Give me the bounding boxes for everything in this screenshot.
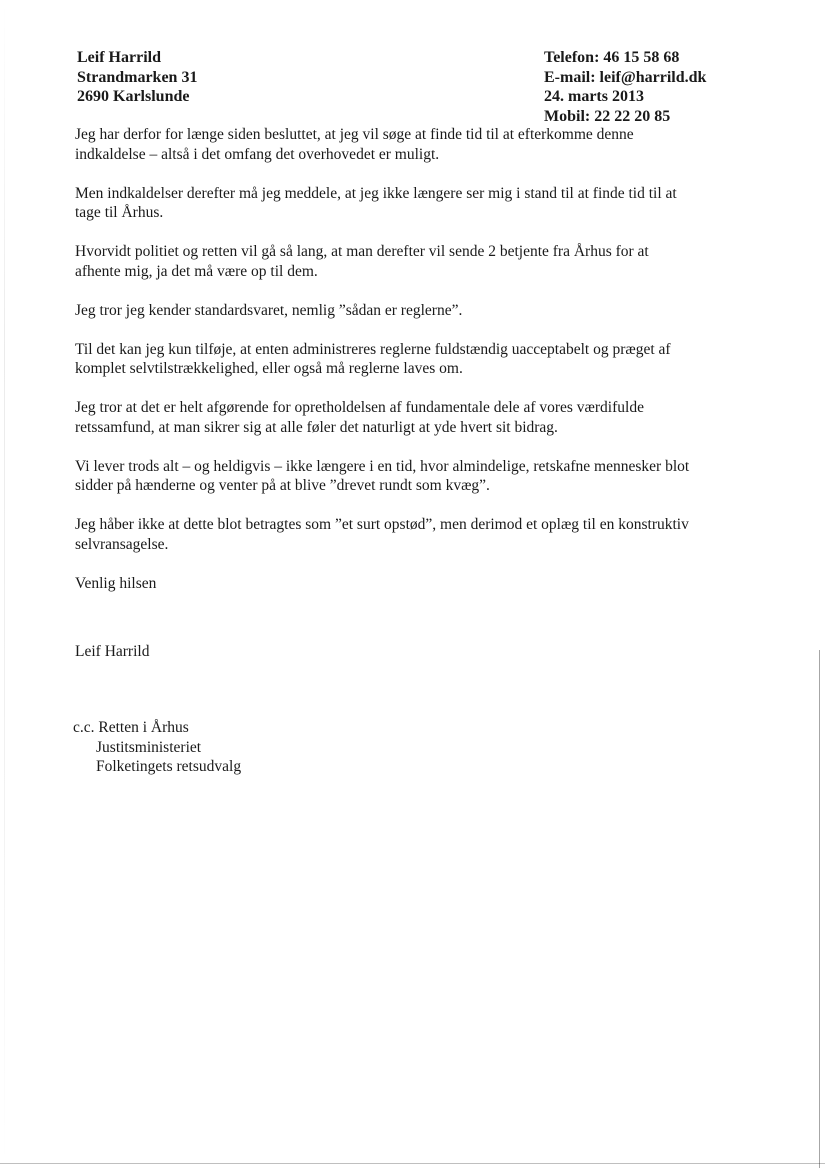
paragraph-line: komplet selvtilstrækkelighed, eller også må reglerne laves om. <box>75 360 463 377</box>
letter-date: 24. marts 2013 <box>544 88 644 105</box>
paragraph-line: Men indkaldelser derefter må jeg meddele, at jeg ikke længere ser mig i stand til at finde tid til at <box>75 184 677 202</box>
sender-contact <box>544 48 706 126</box>
sender-address <box>77 48 197 107</box>
paragraph-line: tage til Århus. <box>75 204 164 221</box>
paragraph-line: Venlig hilsen <box>75 574 157 592</box>
paragraph-line: Jeg tror at det er helt afgørende for opretholdelsen af fundamentale dele af vores værdifulde <box>75 399 644 416</box>
cc-line: c.c. Retten i Århus <box>73 719 189 736</box>
contact-mobile: Mobil: 22 22 20 85 <box>544 107 671 125</box>
cc-block <box>73 718 241 777</box>
body-paragraph <box>75 574 755 594</box>
paragraph-line: Hvorvidt politiet og retten vil gå så lang, at man derefter vil sende 2 betjente fra Århus for at <box>75 243 649 260</box>
paragraph-line: retssamfund, at man sikrer sig at alle føler det naturligt at yde hvert sit bidrag. <box>75 418 558 436</box>
scan-edge-bottom <box>0 1163 825 1164</box>
body-paragraph <box>75 242 755 281</box>
paragraph-line: Jeg håber ikke at dette blot betragtes som ”et surt opstød”, men derimod et oplæg til en konstruktiv <box>75 516 689 533</box>
scan-edge-left <box>4 0 5 1168</box>
paragraph-line: Vi lever trods alt – og heldigvis – ikke længere i en tid, hvor almindelige, retskafne mennesker blot <box>75 457 690 475</box>
scan-edge-right <box>819 650 820 1168</box>
body-paragraph <box>75 398 755 437</box>
cc-line: Folketingets retsudvalg <box>96 758 242 775</box>
body-paragraph <box>75 301 755 321</box>
signature-name: Leif Harrild <box>75 643 150 660</box>
paragraph-line: Til det kan jeg kun tilføje, at enten administreres reglerne fuldstændig uacceptabelt og præget af <box>75 340 671 358</box>
paragraph-line: sidder på hænderne og venter på at blive ”drevet rundt som kvæg”. <box>75 477 490 494</box>
body-paragraph <box>75 340 755 379</box>
sender-city: 2690 Karlslunde <box>77 88 190 105</box>
letter-body <box>75 125 755 613</box>
sender-name: Leif Harrild <box>77 49 161 66</box>
body-paragraph <box>75 184 755 223</box>
body-paragraph <box>75 515 755 554</box>
paragraph-line: indkaldelse – altså i det omfang det overhovedet er muligt. <box>75 145 440 163</box>
contact-email: E-mail: leif@harrild.dk <box>544 68 707 86</box>
sender-street: Strandmarken 31 <box>77 68 198 86</box>
body-paragraph <box>75 125 755 164</box>
cc-line: Justitsministeriet <box>96 738 202 756</box>
paragraph-line: Jeg tror jeg kender standardsvaret, nemlig ”sådan er reglerne”. <box>75 301 463 319</box>
paragraph-line: afhente mig, ja det må være op til dem. <box>75 262 318 280</box>
paragraph-line: selvransagelse. <box>75 535 169 553</box>
contact-phone: Telefon: 46 15 58 68 <box>544 49 680 66</box>
paragraph-line: Jeg har derfor for længe siden besluttet, at jeg vil søge at finde tid til at efterkomme denne <box>75 126 634 143</box>
body-paragraph <box>75 457 755 496</box>
